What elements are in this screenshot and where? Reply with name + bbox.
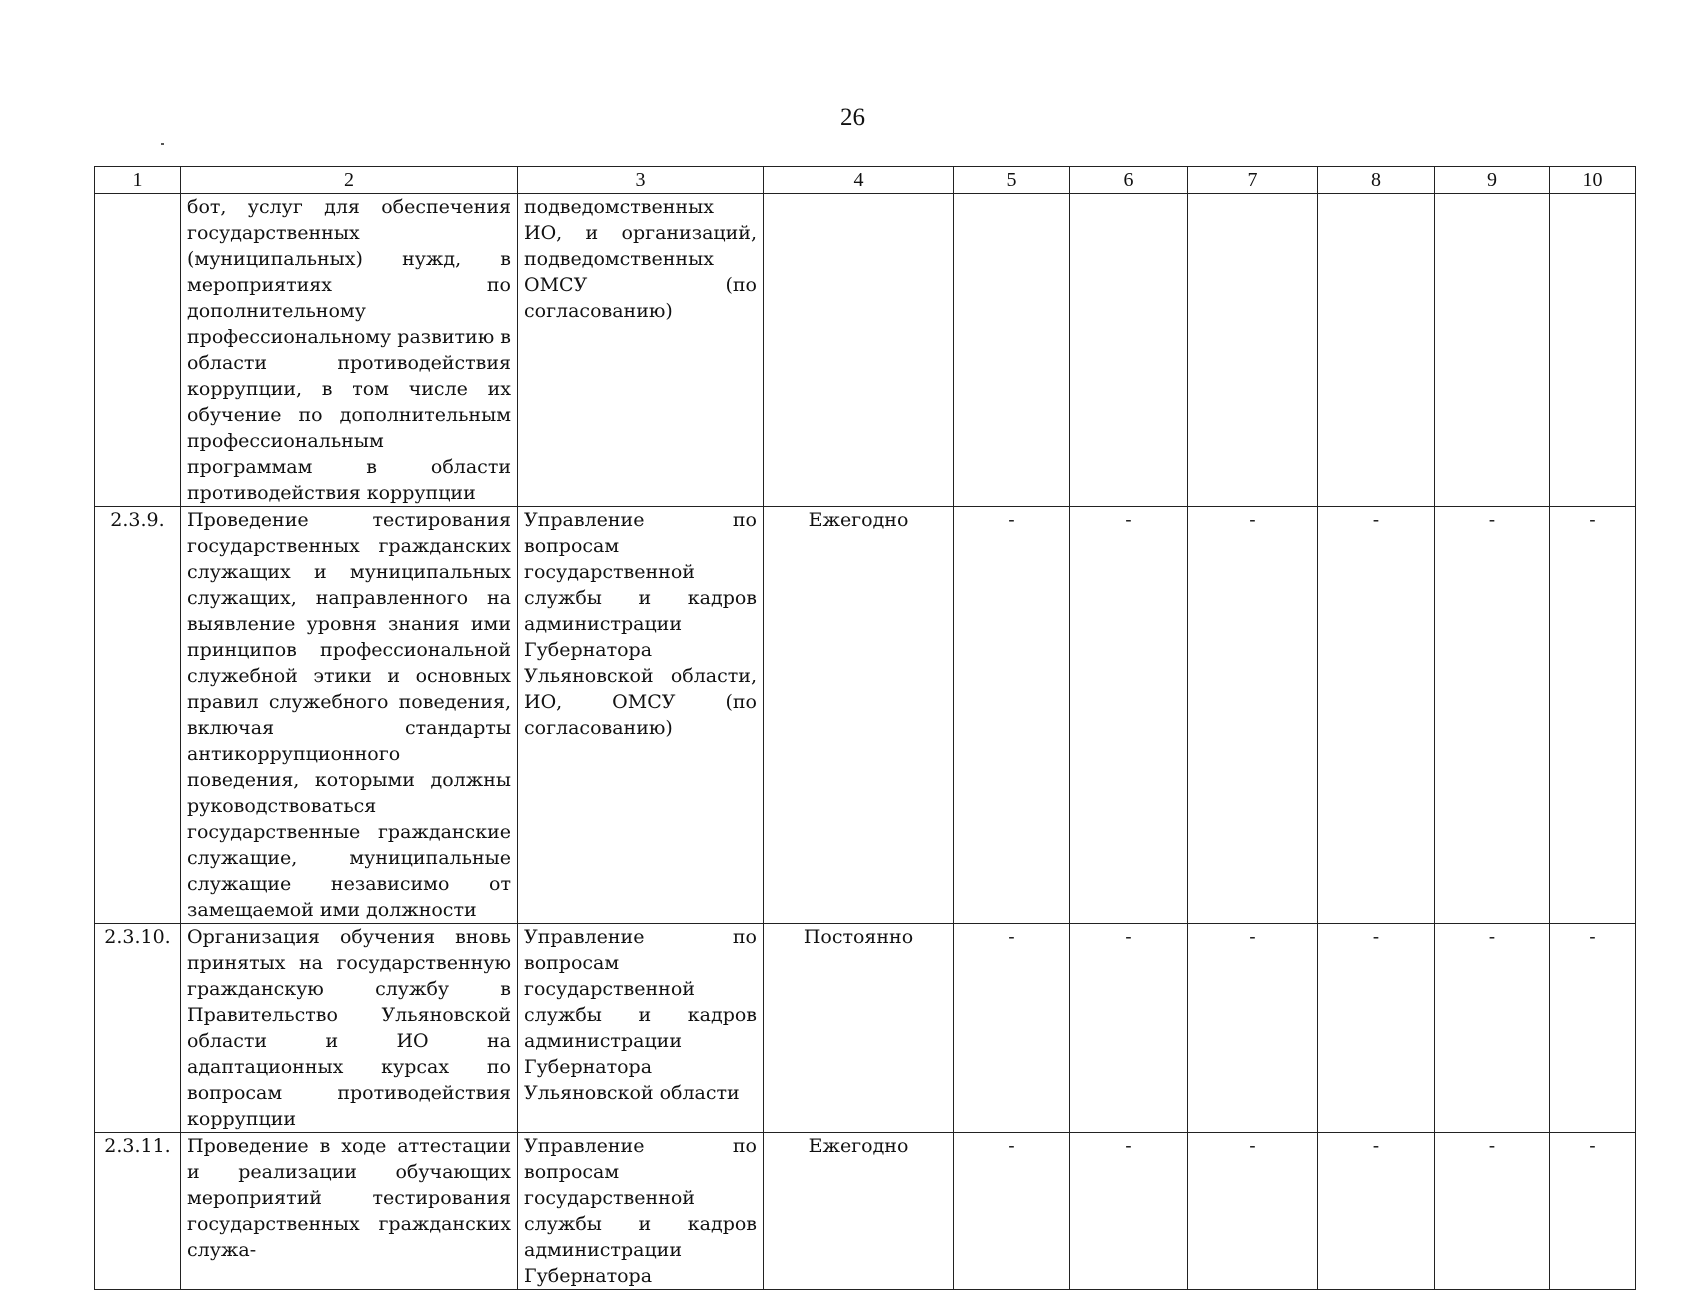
header-row	[95, 167, 1636, 194]
executor-cell: Управление по вопросам государственной службы и кадров администрации Губернатора Ульяновской области	[518, 924, 764, 1133]
table-row	[95, 507, 1636, 924]
value-cell: -	[1435, 1133, 1550, 1290]
period-cell	[764, 194, 954, 507]
measure-description: Организация обучения вновь принятых на государственную гражданскую службу в Правительство Ульяновской области и ИО на адаптационных курсах по вопросам противодействия коррупции	[181, 924, 518, 1133]
value-cell: -	[1188, 507, 1318, 924]
column-header-3: 3	[518, 167, 764, 194]
table-row	[95, 194, 1636, 507]
value-cell: -	[1318, 1133, 1435, 1290]
value-cell: -	[1550, 507, 1636, 924]
value-cell	[954, 194, 1070, 507]
value-cell: -	[1188, 1133, 1318, 1290]
row-number	[95, 194, 181, 507]
column-header-6: 6	[1070, 167, 1188, 194]
row-number: 2.3.10.	[95, 924, 181, 1133]
value-cell	[1318, 194, 1435, 507]
measure-description: Проведение в ходе аттестации и реализации обучающих мероприятий тестирования государственных гражданских служа-	[181, 1133, 518, 1290]
value-cell: -	[1070, 924, 1188, 1133]
row-number: 2.3.9.	[95, 507, 181, 924]
value-cell: -	[1318, 924, 1435, 1133]
column-header-7: 7	[1188, 167, 1318, 194]
value-cell: -	[1318, 507, 1435, 924]
executor-cell: Управление по вопросам государственной службы и кадров администрации Губернатора	[518, 1133, 764, 1290]
value-cell: -	[954, 507, 1070, 924]
value-cell: -	[1435, 924, 1550, 1133]
value-cell: -	[1550, 1133, 1636, 1290]
period-cell: Постоянно	[764, 924, 954, 1133]
column-header-2: 2	[181, 167, 518, 194]
measure-description: бот, услуг для обеспечения государственных (муниципальных) нужд, в мероприятиях по дополнительному профессиональному развитию в области противодействия коррупции, в том числе их обучение по дополнительным профессиональным программам в области противодействия коррупции	[181, 194, 518, 507]
value-cell: -	[1435, 507, 1550, 924]
table-row	[95, 1133, 1636, 1290]
value-cell: -	[1188, 924, 1318, 1133]
value-cell: -	[1070, 507, 1188, 924]
value-cell	[1435, 194, 1550, 507]
column-header-1: 1	[95, 167, 181, 194]
column-header-9: 9	[1435, 167, 1550, 194]
measures-table	[94, 166, 1636, 1290]
period-cell: Ежегодно	[764, 507, 954, 924]
page-number: 26	[840, 104, 865, 131]
table-row	[95, 924, 1636, 1133]
column-header-5: 5	[954, 167, 1070, 194]
column-header-10: 10	[1550, 167, 1636, 194]
period-cell: Ежегодно	[764, 1133, 954, 1290]
measure-description: Проведение тестирования государственных гражданских служащих и муниципальных служащих, направленного на выявление уровня знания ими принципов профессиональной служебной этики и основных правил служебного поведения, включая стандарты антикоррупционного поведения, которыми должны руководствоваться государственные гражданские служащие, муниципальные служащие независимо от замещаемой ими должности	[181, 507, 518, 924]
value-cell: -	[1070, 1133, 1188, 1290]
value-cell	[1070, 194, 1188, 507]
value-cell	[1188, 194, 1318, 507]
value-cell: -	[954, 924, 1070, 1133]
executor-cell: Управление по вопросам государственной службы и кадров администрации Губернатора Ульяновской области, ИО, ОМСУ (по согласованию)	[518, 507, 764, 924]
value-cell: -	[1550, 924, 1636, 1133]
column-header-8: 8	[1318, 167, 1435, 194]
value-cell	[1550, 194, 1636, 507]
column-header-4: 4	[764, 167, 954, 194]
scan-speck	[161, 143, 164, 145]
executor-cell: подведомственных ИО, и организаций, подведомственных ОМСУ (по согласованию)	[518, 194, 764, 507]
row-number: 2.3.11.	[95, 1133, 181, 1290]
value-cell: -	[954, 1133, 1070, 1290]
